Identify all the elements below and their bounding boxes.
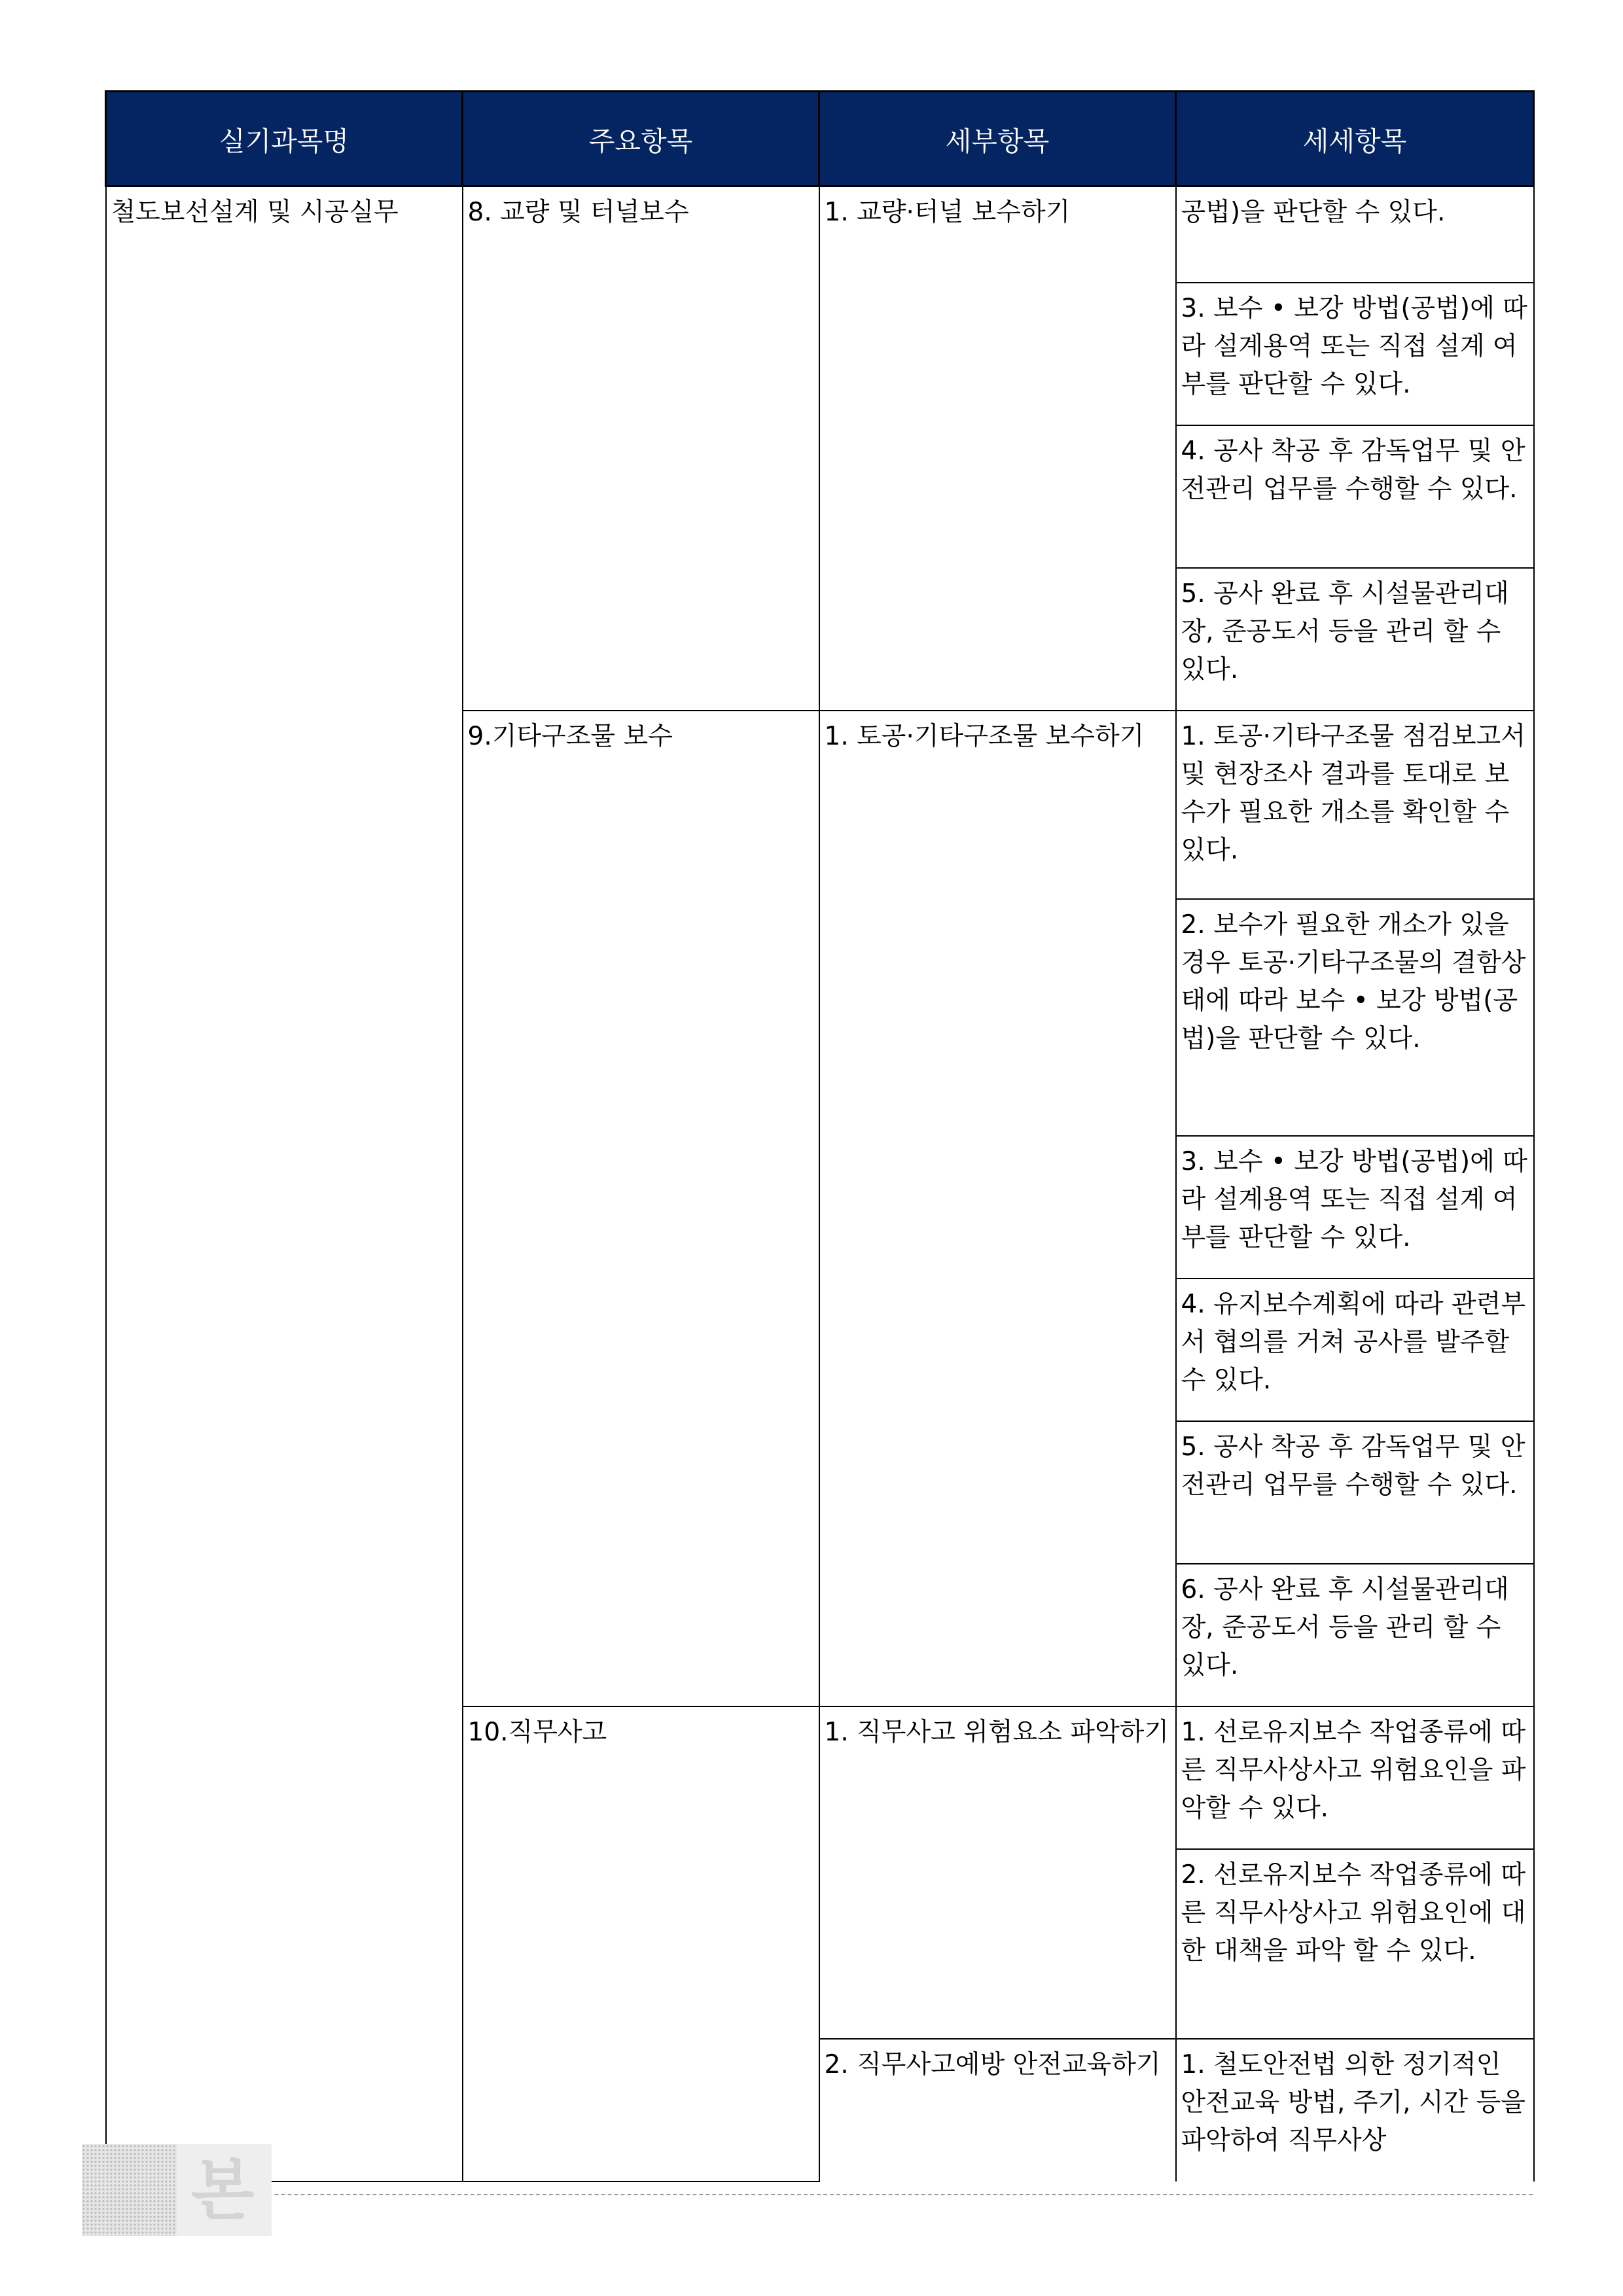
main-item-cell: 10.직무사고: [463, 1706, 819, 2181]
sub-detail-cell: 5. 공사 완료 후 시설물관리대장, 준공도서 등을 관리 할 수 있다.: [1176, 568, 1534, 711]
header-detail-item: 세부항목: [819, 92, 1176, 186]
table-row: [106, 186, 1534, 283]
sub-detail-cell: 5. 공사 착공 후 감독업무 및 안전관리 업무를 수행할 수 있다.: [1176, 1421, 1534, 1564]
detail-item-cell: 1. 교량·터널 보수하기: [819, 186, 1176, 711]
detail-item-cell: 2. 직무사고예방 안전교육하기: [819, 2039, 1176, 2181]
header-main-item: 주요항목: [463, 92, 819, 186]
sub-detail-cell: 1. 선로유지보수 작업종류에 따른 직무사상사고 위험요인을 파악할 수 있다.: [1176, 1706, 1534, 1849]
header-row: [106, 92, 1534, 186]
sub-detail-cell: 3. 보수 • 보강 방법(공법)에 따라 설계용역 또는 직접 설계 여부를 판단할 수 있다.: [1176, 1136, 1534, 1279]
detail-item-cell: 1. 토공·기타구조물 보수하기: [819, 711, 1176, 1706]
page-break-line: [105, 2194, 1533, 2195]
sub-detail-cell: 4. 유지보수계획에 따라 관련부서 협의를 거쳐 공사를 발주할 수 있다.: [1176, 1279, 1534, 1421]
main-item-cell: 9.기타구조물 보수: [463, 711, 819, 1706]
header-subject: 실기과목명: [106, 92, 463, 186]
sub-detail-cell: 6. 공사 완료 후 시설물관리대장, 준공도서 등을 관리 할 수 있다.: [1176, 1564, 1534, 1706]
sub-detail-cell: 1. 철도안전법 의한 정기적인 안전교육 방법, 주기, 시간 등을 파악하여 직무사상: [1176, 2039, 1534, 2181]
sub-detail-cell: 2. 보수가 필요한 개소가 있을 경우 토공·기타구조물의 결함상태에 따라 보수 • 보강 방법(공법)을 판단할 수 있다.: [1176, 899, 1534, 1136]
sub-detail-cell: 1. 토공·기타구조물 점검보고서 및 현장조사 결과를 토대로 보수가 필요한 개소를 확인할 수 있다.: [1176, 711, 1534, 899]
header-sub-detail-item: 세세항목: [1176, 92, 1534, 186]
watermark-logo: [82, 2144, 272, 2236]
main-item-cell: 8. 교량 및 터널보수: [463, 186, 819, 711]
syllabus-sheet: [105, 90, 1533, 2182]
sub-detail-cell: 3. 보수 • 보강 방법(공법)에 따라 설계용역 또는 직접 설계 여부를 판단할 수 있다.: [1176, 283, 1534, 425]
detail-item-cell: 1. 직무사고 위험요소 파악하기: [819, 1706, 1176, 2039]
subject-cell: 철도보선설계 및 시공실무: [106, 186, 463, 2181]
sub-detail-cell: 4. 공사 착공 후 감독업무 및 안전관리 업무를 수행할 수 있다.: [1176, 425, 1534, 568]
syllabus-table: [105, 90, 1535, 2182]
watermark-glyph: 본: [190, 2152, 255, 2229]
sub-detail-cell: 공법)을 판단할 수 있다.: [1176, 186, 1534, 283]
sub-detail-cell: 2. 선로유지보수 작업종류에 따른 직무사상사고 위험요인에 대한 대책을 파악 할 수 있다.: [1176, 1849, 1534, 2039]
watermark-pattern: [82, 2144, 177, 2236]
